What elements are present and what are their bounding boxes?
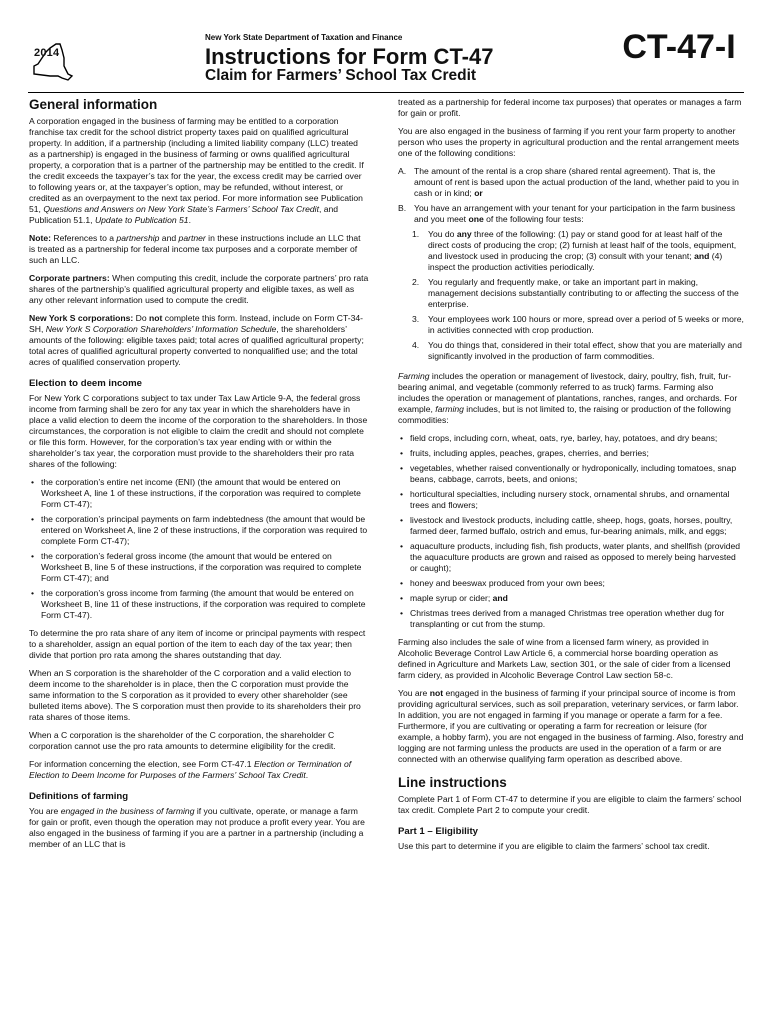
- definitions-heading: Definitions of farming: [29, 791, 129, 802]
- list-item: • horticultural specialties, including nursery stock, ornamental shrubs, and ornamental trees and flowers;: [398, 489, 744, 511]
- condition-a: A. The amount of the rental is a crop share (shared rental agreement). That is, the amount of rent is based upon the actual production of the land, whether paid to you in cash or in kind; or: [398, 166, 739, 198]
- corporate-partners-paragraph: Corporate partners: When computing this credit, include the corporate partners’ pro rata shares of the partnership’s qualified agricultural property and eligible taxes, as well as any other relevant information used to compute the credit.: [29, 273, 369, 305]
- tax-year: 2014: [34, 47, 60, 59]
- general-information-paragraph: A corporation engaged in the business of farming may be entitled to a corporation franchise tax credit for the school district property taxes paid on qualified agricultural property. In addition, if a partnership (including a limited liability company (LLC) treated as a partnership) is engaged in the business of farming or owns qualified agricultural property, a corporation that is a partner of the partnership may be entitled to the credit. If the credit exceeds the taxpayer’s tax for the year, the excess credit may be carried over to following years or, at the taxpayer’s option, may be refunded, without interest, or credited as an overpayment to the next tax period. For more information see Publication 51, Questions and Answers on New York State’s Farmers’ School Tax Credit, and Publication 51.1, Update to Publication 51.: [29, 116, 364, 225]
- test-2: 2. You regularly and frequently make, or take an important part in making, management decisions substantially contributing to or affecting the success of the enterprise.: [412, 277, 739, 309]
- election-paragraph-2: To determine the pro rata share of any item of income or principal payments with respect to a shareholder, assign an equal portion of the item to each day of the tax year; then divide that portion pro rata among the shares outstanding that day.: [29, 628, 366, 660]
- election-bullet-list: [29, 477, 369, 621]
- list-item: • maple syrup or cider; and: [398, 593, 744, 604]
- list-item: • the corporation’s gross income from farming (the amount that would be entered on Worksheet B, line 11 of these instructions, if the corporation was required to complete Form CT-47).: [29, 588, 369, 621]
- rental-paragraph: You are also engaged in the business of farming if you rent your farm property to another person who uses the property in agricultural production and the rental arrangement meets one of the following conditions:: [398, 126, 740, 158]
- list-item: • Christmas trees derived from a managed Christmas tree operation whether dug for transplanting or cut from the stump.: [398, 608, 744, 630]
- form-number: CT-47-I: [612, 22, 746, 72]
- left-column: [29, 97, 369, 857]
- election-heading: Election to deem income: [29, 378, 143, 389]
- right-column: [398, 97, 744, 859]
- test-3: 3. Your employees work 100 hours or more, spread over a period of 5 weeks or more, in activities connected with crop production.: [412, 314, 744, 335]
- list-item: • the corporation’s principal payments on farm indebtedness (the amount that would be entered on Worksheet A, line 2 of these instructions, if the corporation was required to complete Form CT-47);: [29, 514, 369, 547]
- farming-definition-paragraph: Farming includes the operation or management of livestock, dairy, poultry, fish, fruit, fur-bearing animal, and vegetable (commonly referred to as truck) farms. Farming also includes the operation or management of plantations, ranches, ranges, and orchards. For example, farming includes, but is not limited to, the raising or production of the following commodities:: [398, 371, 738, 425]
- election-paragraph-3: When an S corporation is the shareholder of the C corporation and a valid election to deem income to the shareholder is in place, then the C corporation must provide the same information to the S corporation as it provided to every other shareholder (see bulleted items above). The S corporation must then provide to its shareholders their pro rata shares of those items.: [29, 668, 361, 722]
- wine-paragraph: Farming also includes the sale of wine from a licensed farm winery, as provided in Alcoholic Beverage Control Law Article 6, a commercial horse boarding operation as defined in Agriculture and Markets Law, section 301, or the sale of cider from a licensed farm cidery, as provided in Alcoholic Beverage Control Law section 58-c.: [398, 637, 731, 680]
- list-item: • aquaculture products, including fish, fish products, water plants, and shellfish (provided the aquaculture products are grown and raised as opposed to merely being harvested or caught);: [398, 541, 744, 574]
- list-item: • livestock and livestock products, including cattle, sheep, hogs, goats, horses, poultry, farmed deer, farmed buffalo, ostrich and emus, fur-bearing animals, milk, and eggs;: [398, 515, 744, 537]
- election-paragraph-1: For New York C corporations subject to tax under Tax Law Article 9-A, the federal gross income from farming shall be zero for any tax year in which the shareholders have in place a valid election to deem the income of the corporation to the shareholders. In those circumstances, the corporation is not eligible to claim the credit and should not complete or file this form. However, for the corporation’s tax year ending with or within the shareholder’s tax year, the corporation must provide to the shareholders their pro rata shares of the following:: [29, 393, 368, 469]
- department-name: New York State Department of Taxation and Finance: [205, 33, 403, 42]
- part1-paragraph: Use this part to determine if you are eligible to claim the farmers’ school tax credit.: [398, 841, 710, 851]
- line-instructions-paragraph: Complete Part 1 of Form CT-47 to determine if you are eligible to claim the farmers’ school tax credit. Complete Part 2 to compute your credit.: [398, 794, 742, 815]
- note-paragraph: Note: References to a partnership and partner in these instructions include an LLC that is treated as a partnership for federal income tax purposes and a corporate member of such an LLC.: [29, 233, 361, 265]
- election-paragraph-5: For information concerning the election, see Form CT-47.1 Election or Termination of Election to Deem Income for Purposes of the Farmers’ School Tax Credit.: [29, 759, 352, 780]
- condition-b: B. You have an arrangement with your tenant for your participation in the farm business and you meet one of the following four tests:: [398, 203, 736, 224]
- election-paragraph-4: When a C corporation is the shareholder of the C corporation, the shareholder C corporation cannot use the pro rata amounts to determine eligibility for the credit.: [29, 730, 336, 751]
- test-4: 4. You do things that, considered in their total effect, show that you are materially and significantly involved in the production of farm commodities.: [412, 340, 742, 361]
- page-title: Instructions for Form CT-47: [205, 44, 494, 69]
- list-item: • the corporation’s entire net income (ENI) (the amount that would be entered on Worksheet A, line 1 of these instructions, if the corporation was required to complete Form CT-47);: [29, 477, 369, 510]
- not-farming-paragraph: You are not engaged in the business of farming if your principal source of income is from providing agricultural services, such as soil preparation, veterinary services, or farm labor. In addition, you are not engaged in farming if you manage or operate a farm for a fee. Furthermore, if you are cultivating or operating a farm for recreation or leisure (for example, a hobby farm), you are not engaged in the business of farming. Also, forestry and logging are not farming unless the products are used in the operation of a farm or are connected with an otherwise qualifying farm operation as described above.: [398, 688, 744, 764]
- general-information-heading: General information: [29, 97, 158, 112]
- list-item: • the corporation’s federal gross income (the amount that would be entered on Worksheet B, line 5 of these instructions, if the corporation was required to complete Form CT-47); and: [29, 551, 369, 584]
- list-item: • fruits, including apples, peaches, grapes, cherries, and berries;: [398, 448, 744, 459]
- test-1: 1. You do any three of the following: (1) pay or stand good for at least half of the direct costs of producing the crop; (2) furnish at least half of the tools, equipment, and livestock used in producing the crop; (3) consult with your tenant; and (4) inspect the production activities periodically.: [412, 229, 737, 272]
- list-item: • honey and beeswax produced from your own bees;: [398, 578, 744, 589]
- list-item: • vegetables, whether raised conventionally or hydroponically, including tomatoes, snap beans, cabbage, carrots, beets, and onions;: [398, 463, 744, 485]
- commodities-list: [398, 433, 744, 630]
- continued-paragraph: treated as a partnership for federal income tax purposes) that operates or manages a farm for gain or profit.: [398, 97, 742, 118]
- ny-s-corporations-paragraph: New York S corporations: Do not complete this form. Instead, include on Form CT-34-SH, New York S Corporation Shareholders’ Information Schedule, the shareholders’ amounts of the following: eligible taxes paid; total acres of qualified agricultural property; total acres of qualified agricultural property converted to nonqualified use; and the total acres of qualified conservation property.: [29, 313, 364, 367]
- line-instructions-heading: Line instructions: [398, 775, 507, 790]
- header-rule: [28, 92, 744, 93]
- definitions-paragraph: You are engaged in the business of farming if you cultivate, operate, or manage a farm for gain or profit, even though the operation may not produce a profit every year. You are also engaged in the business of farming if you are a partner in a partnership (including a member of an LLC that is: [29, 806, 365, 849]
- list-item: • field crops, including corn, wheat, oats, rye, barley, hay, potatoes, and dry beans;: [398, 433, 744, 444]
- page-subtitle: Claim for Farmers’ School Tax Credit: [205, 67, 477, 84]
- part1-heading: Part 1 – Eligibility: [398, 826, 478, 837]
